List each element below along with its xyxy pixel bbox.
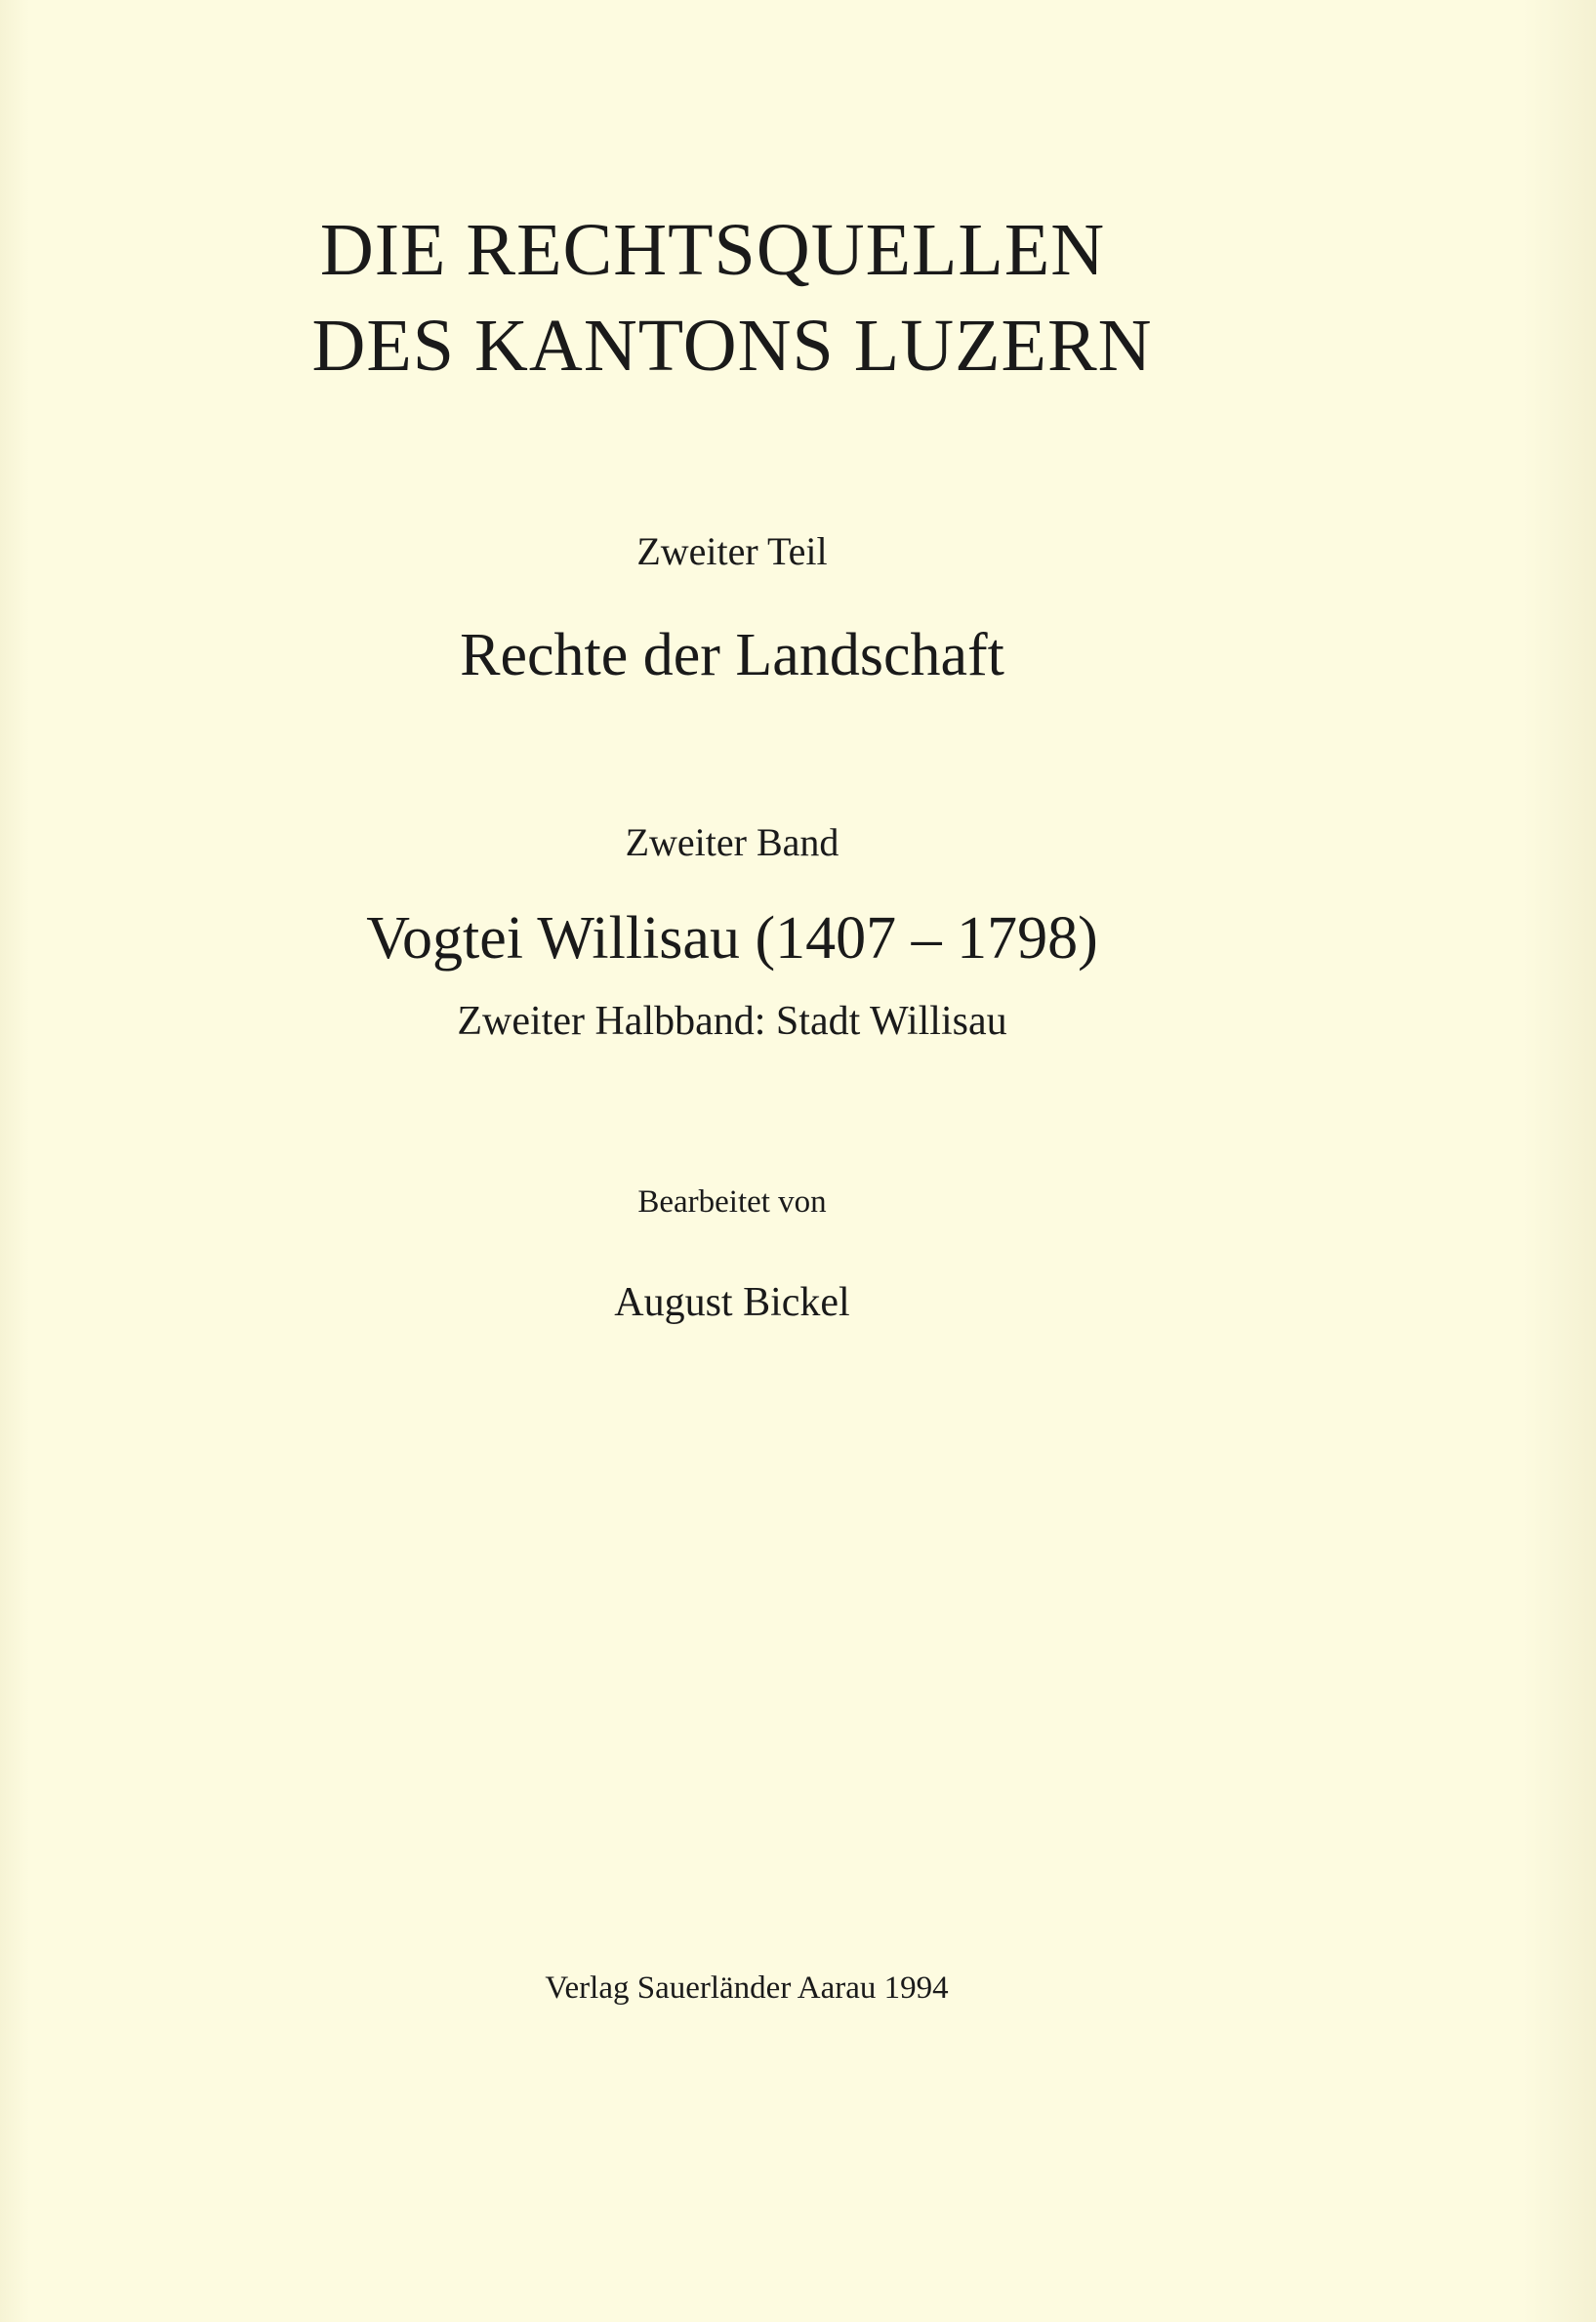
edited-by-label: Bearbeitet von (637, 1184, 827, 1220)
main-title-line-1: DIE RECHTSQUELLEN (319, 209, 1106, 291)
volume-label: Zweiter Band (625, 820, 839, 864)
half-volume-subtitle: Zweiter Halbband: Stadt Willisau (457, 999, 1007, 1044)
publisher-imprint: Verlag Sauerländer Aarau 1994 (545, 1970, 949, 2006)
part-title: Rechte der Landschaft (460, 622, 1004, 688)
part-label: Zweiter Teil (636, 529, 828, 573)
main-title-line-2: DES KANTONS LUZERN (311, 305, 1153, 387)
editor-name: August Bickel (614, 1280, 850, 1325)
volume-title: Vogtei Willisau (1407 – 1798) (366, 905, 1098, 972)
